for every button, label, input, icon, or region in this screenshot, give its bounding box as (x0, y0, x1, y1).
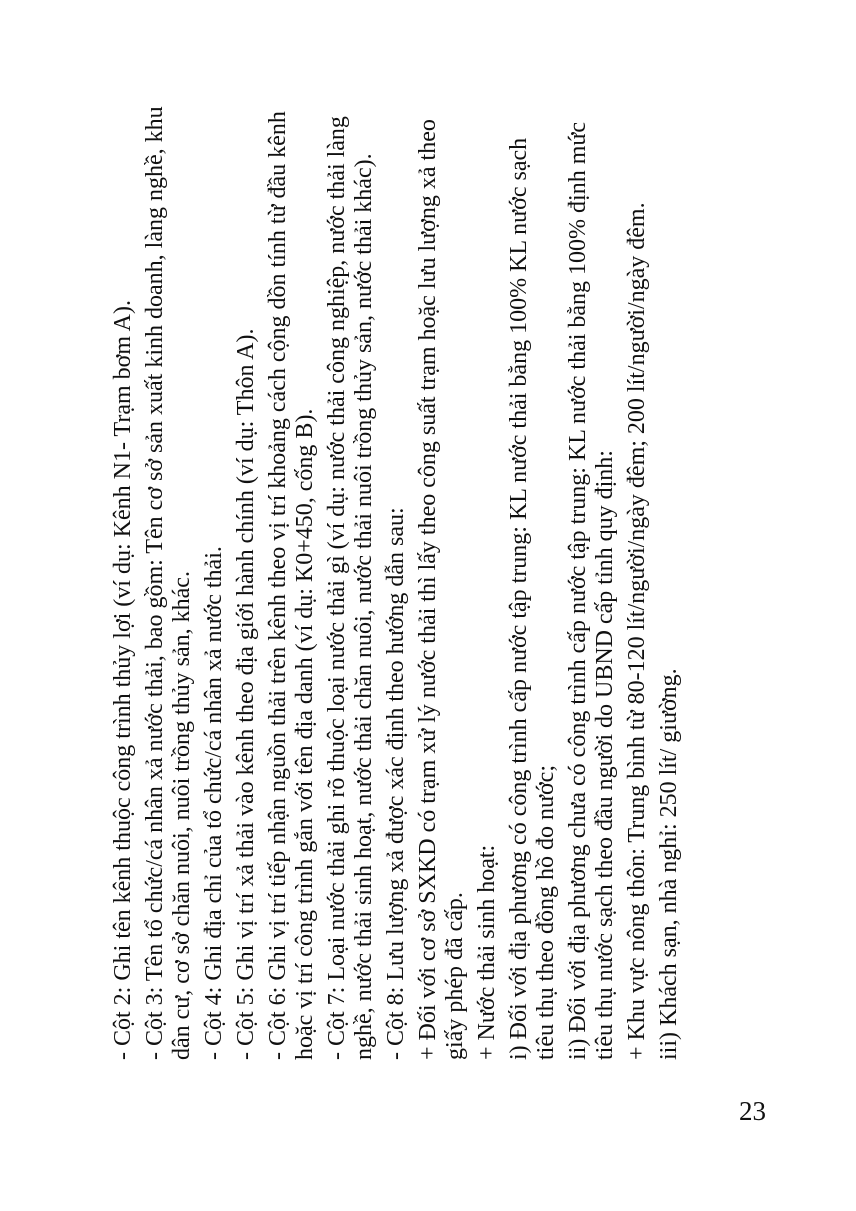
paragraph-cot-4: - Cột 4: Ghi địa chỉ của tổ chức/cá nhân xả nước thải. (201, 546, 227, 1060)
paragraph-item-iii: iii) Khách sạn, nhà nghỉ: 250 lít/ giường. (656, 668, 682, 1060)
paragraph-nong-thon: + Khu vực nông thôn: Trung bình từ 80-120 lít/người/ngày đêm; 200 lít/người/ngày đêm. (624, 202, 650, 1060)
paragraph-sxkd: + Đối với cơ sở SXKD có trạm xử lý nước thải thì lấy theo công suất trạm hoặc lưu lượng xả theo giấy phép đã cấp. (415, 119, 468, 1060)
paragraph-cot-5: - Cột 5: Ghi vị trí xả thải vào kênh theo địa giới hành chính (ví dụ: Thôn A). (233, 328, 259, 1060)
paragraph-cot-7: - Cột 7: Loại nước thải ghi rõ thuộc loại nước thải gì (ví dụ: nước thải công nghiệp, nước thải làng nghề, nước thải sinh hoạt, nước thải chăn nuôi, nước thải nuôi trồng thủy sản, nước thải khác). (324, 116, 377, 1060)
paragraph-cot-8: - Cột 8: Lưu lượng xả được xác định theo hướng dẫn sau: (383, 507, 409, 1060)
paragraph-cot-3: - Cột 3: Tên tổ chức/cá nhân xả nước thải, bao gồm: Tên cơ sở sản xuất kinh doanh, làng nghề, khu dân cư, cơ sở chăn nuôi, nuôi trồng thủy sản, khác. (142, 106, 195, 1060)
paragraph-item-ii: ii) Đối với địa phương chưa có công trình cấp nước tập trung: KL nước thải bằng 100% định mức tiêu thụ nước sạch theo đầu người do UBND cấp tỉnh quy định: (565, 121, 618, 1060)
paragraph-cot-6: - Cột 6: Ghi vị trí tiếp nhận nguồn thải trên kênh theo vị trí khoảng cách cộng dồn tính từ đầu kênh hoặc vị trí công trình gắn với tên địa danh (ví dụ: K0+450, cống B). (265, 111, 318, 1060)
paragraph-nuoc-thai-sinh-hoat: + Nước thải sinh hoạt: (474, 844, 500, 1060)
paragraph-item-i: i) Đối với địa phương có công trình cấp nước tập trung: KL nước thải bằng 100% KL nước sạch tiêu thụ theo đồng hồ đo nước; (506, 137, 559, 1060)
page-number: 23 (739, 1096, 766, 1126)
paragraph-cot-2: - Cột 2: Ghi tên kênh thuộc công trình thủy lợi (ví dụ: Kênh N1- Trạm bơm A). (110, 300, 136, 1060)
rotated-text-block (110, 100, 688, 1060)
